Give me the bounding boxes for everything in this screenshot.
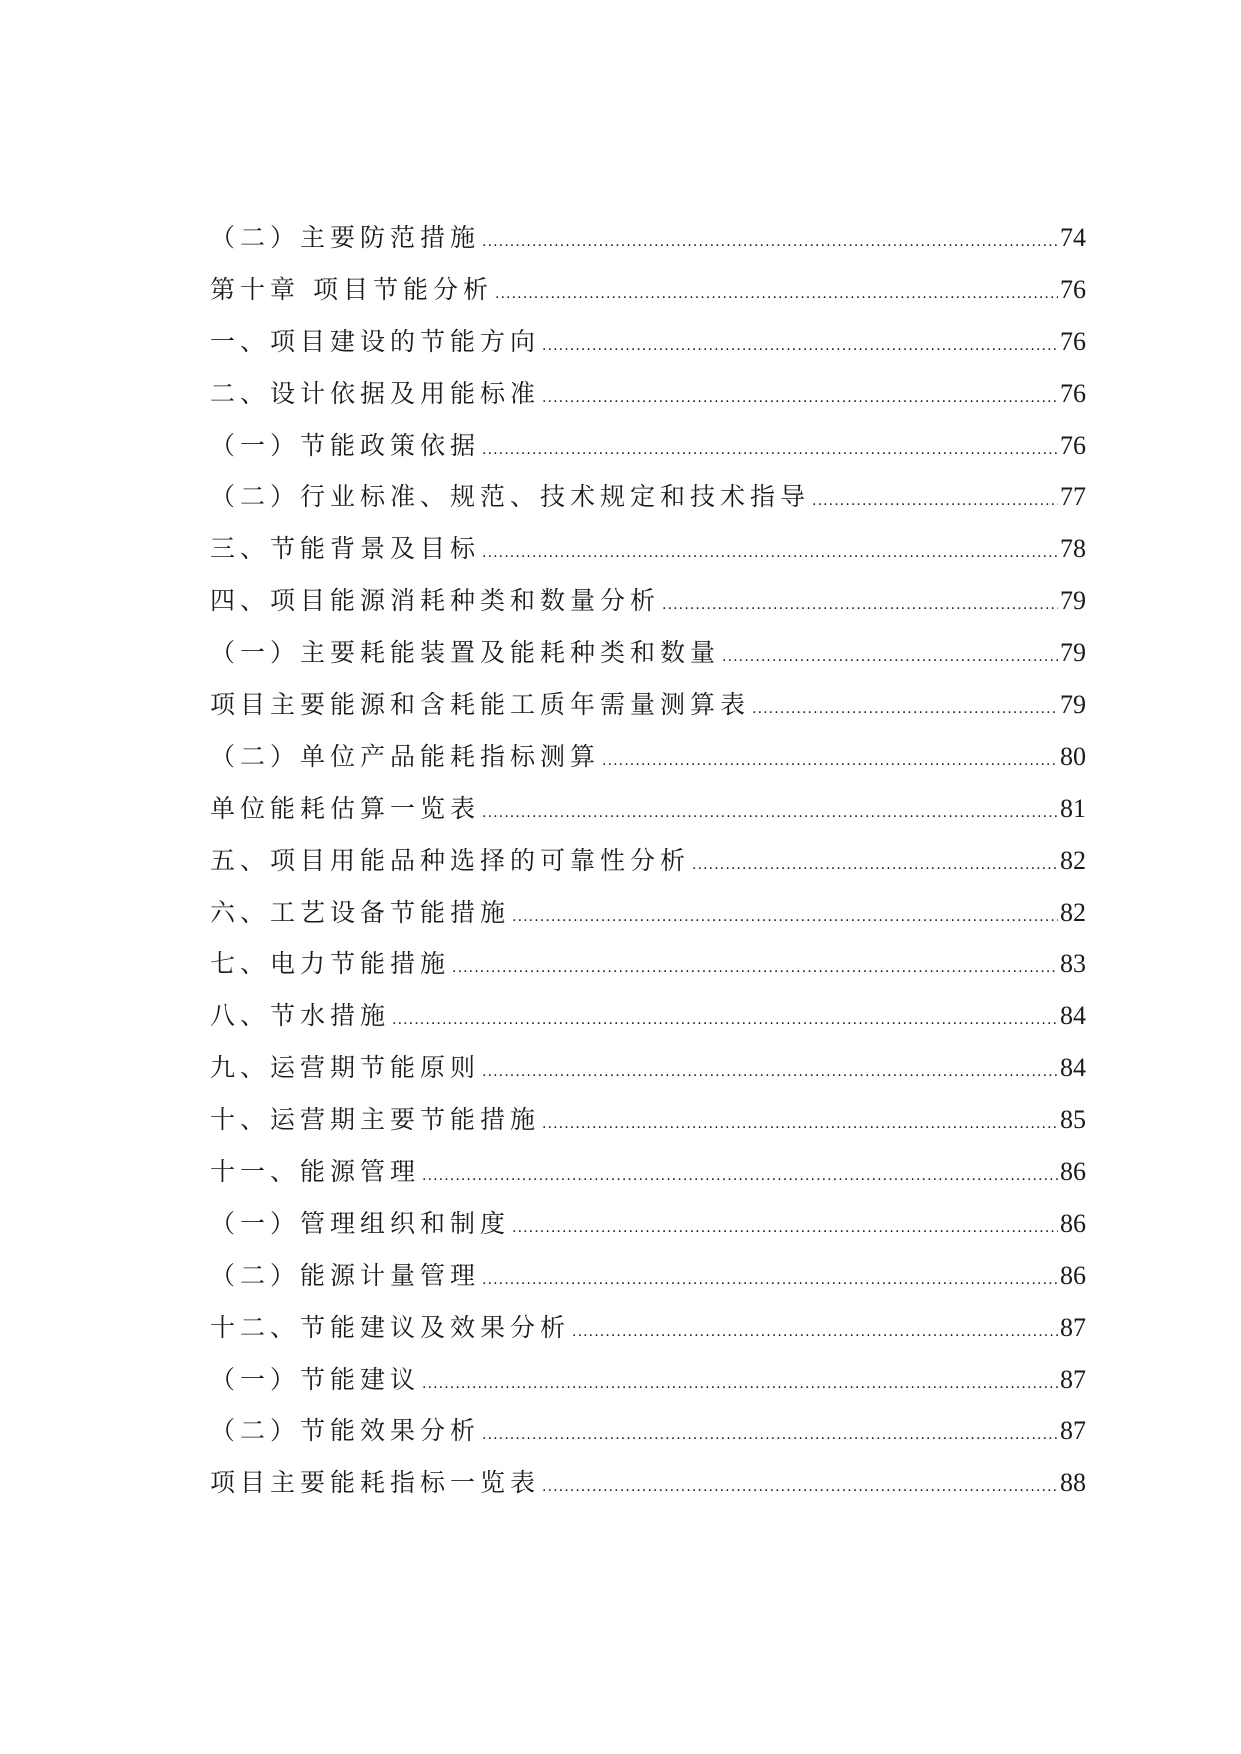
toc-entry-title: （一）主要耗能装置及能耗种类和数量 [210, 638, 721, 668]
table-of-contents [210, 212, 1086, 1509]
toc-entry-page: 85 [1060, 1105, 1086, 1135]
toc-entry-page: 78 [1060, 534, 1086, 564]
toc-entry-page: 76 [1060, 274, 1086, 304]
toc-entry-title: （一）节能政策依据 [210, 430, 481, 460]
toc-entry-page: 76 [1060, 378, 1086, 408]
toc-entry[interactable] [210, 212, 1086, 264]
toc-entry-page: 74 [1060, 223, 1086, 252]
toc-entry-title: （一）节能建议 [210, 1364, 421, 1394]
toc-entry[interactable] [210, 316, 1086, 368]
toc-entry-title: 第十章 项目节能分析 [210, 274, 493, 304]
toc-entry-title: 六、工艺设备节能措施 [210, 897, 511, 927]
toc-entry[interactable] [210, 1457, 1086, 1509]
toc-entry-page: 88 [1060, 1468, 1086, 1498]
dot-leader [662, 580, 1058, 632]
dot-leader [482, 528, 1058, 580]
toc-entry-page: 79 [1060, 586, 1086, 616]
toc-entry[interactable] [210, 1198, 1086, 1250]
toc-entry[interactable] [210, 731, 1086, 783]
toc-entry-page: 80 [1060, 741, 1086, 771]
toc-entry-page: 86 [1060, 1260, 1086, 1290]
dot-leader [692, 840, 1058, 892]
toc-entry-title: 单位能耗估算一览表 [210, 793, 481, 823]
toc-entry-title: （一）管理组织和制度 [210, 1208, 511, 1238]
toc-entry[interactable] [210, 1302, 1086, 1354]
toc-entry[interactable] [210, 835, 1086, 887]
toc-entry-title: 项目主要能耗指标一览表 [210, 1468, 541, 1498]
toc-entry-title: 四、项目能源消耗种类和数量分析 [210, 586, 661, 616]
toc-entry[interactable] [210, 1354, 1086, 1406]
dot-leader [512, 1203, 1058, 1255]
dot-leader [392, 995, 1058, 1047]
dot-leader [422, 1359, 1058, 1411]
toc-entry-title: （二）主要防范措施 [210, 223, 481, 252]
toc-entry-page: 77 [1060, 482, 1086, 512]
toc-entry-page: 87 [1060, 1364, 1086, 1394]
toc-entry-page: 87 [1060, 1312, 1086, 1342]
toc-entry[interactable] [210, 938, 1086, 990]
toc-entry[interactable] [210, 575, 1086, 627]
toc-entry[interactable] [210, 627, 1086, 679]
dot-leader [482, 788, 1058, 840]
toc-entry[interactable] [210, 887, 1086, 939]
toc-entry-title: 二、设计依据及用能标准 [210, 378, 541, 408]
toc-entry-title: 一、项目建设的节能方向 [210, 326, 541, 356]
toc-entry-page: 84 [1060, 1001, 1086, 1031]
dot-leader [482, 425, 1058, 477]
toc-entry[interactable] [210, 420, 1086, 472]
dot-leader [452, 943, 1058, 995]
toc-entry-page: 84 [1060, 1053, 1086, 1083]
toc-entry-page: 83 [1060, 949, 1086, 979]
toc-entry[interactable] [210, 1250, 1086, 1302]
dot-leader [542, 373, 1058, 425]
toc-entry-page: 79 [1060, 690, 1086, 720]
toc-entry-page: 86 [1060, 1208, 1086, 1238]
dot-leader [422, 1151, 1058, 1203]
toc-entry-page: 81 [1060, 793, 1086, 823]
dot-leader [542, 1099, 1058, 1151]
dot-leader [812, 476, 1058, 528]
toc-entry[interactable] [210, 1042, 1086, 1094]
toc-entry[interactable] [210, 523, 1086, 575]
toc-entry[interactable] [210, 471, 1086, 523]
toc-entry-title: 十、运营期主要节能措施 [210, 1105, 541, 1135]
dot-leader [752, 684, 1058, 736]
dot-leader [572, 1307, 1058, 1359]
toc-entry-page: 76 [1060, 326, 1086, 356]
dot-leader [482, 1047, 1058, 1099]
toc-entry[interactable] [210, 783, 1086, 835]
toc-entry-page: 86 [1060, 1157, 1086, 1187]
toc-entry[interactable] [210, 1094, 1086, 1146]
toc-entry-title: （二）单位产品能耗指标测算 [210, 741, 601, 771]
toc-entry[interactable] [210, 990, 1086, 1042]
toc-entry-page: 82 [1060, 845, 1086, 875]
toc-entry[interactable] [210, 1146, 1086, 1198]
toc-entry-page: 82 [1060, 897, 1086, 927]
toc-entry[interactable] [210, 264, 1086, 316]
toc-entry-title: （二）行业标准、规范、技术规定和技术指导 [210, 482, 811, 512]
toc-entry-title: （二）能源计量管理 [210, 1260, 481, 1290]
toc-entry-title: 三、节能背景及目标 [210, 534, 481, 564]
toc-entry-title: （二）节能效果分析 [210, 1416, 481, 1446]
toc-entry-title: 九、运营期节能原则 [210, 1053, 481, 1083]
dot-leader [602, 736, 1058, 788]
dot-leader [482, 1255, 1058, 1307]
toc-entry-title: 八、节水措施 [210, 1001, 391, 1031]
dot-leader [512, 892, 1058, 944]
toc-entry-title: 十一、能源管理 [210, 1157, 421, 1187]
toc-entry-title: 项目主要能源和含耗能工质年需量测算表 [210, 690, 751, 720]
dot-leader [495, 269, 1058, 321]
toc-entry-page: 87 [1060, 1416, 1086, 1446]
dot-leader [542, 321, 1058, 373]
toc-entry-title: 七、电力节能措施 [210, 949, 451, 979]
toc-entry[interactable] [210, 679, 1086, 731]
toc-entry-page: 76 [1060, 430, 1086, 460]
dot-leader [722, 632, 1058, 684]
toc-entry[interactable] [210, 1405, 1086, 1457]
dot-leader [482, 217, 1058, 269]
dot-leader [542, 1462, 1058, 1514]
toc-entry-title: 五、项目用能品种选择的可靠性分析 [210, 845, 691, 875]
toc-entry-page: 79 [1060, 638, 1086, 668]
toc-entry-title: 十二、节能建议及效果分析 [210, 1312, 571, 1342]
toc-entry[interactable] [210, 368, 1086, 420]
dot-leader [482, 1410, 1058, 1462]
